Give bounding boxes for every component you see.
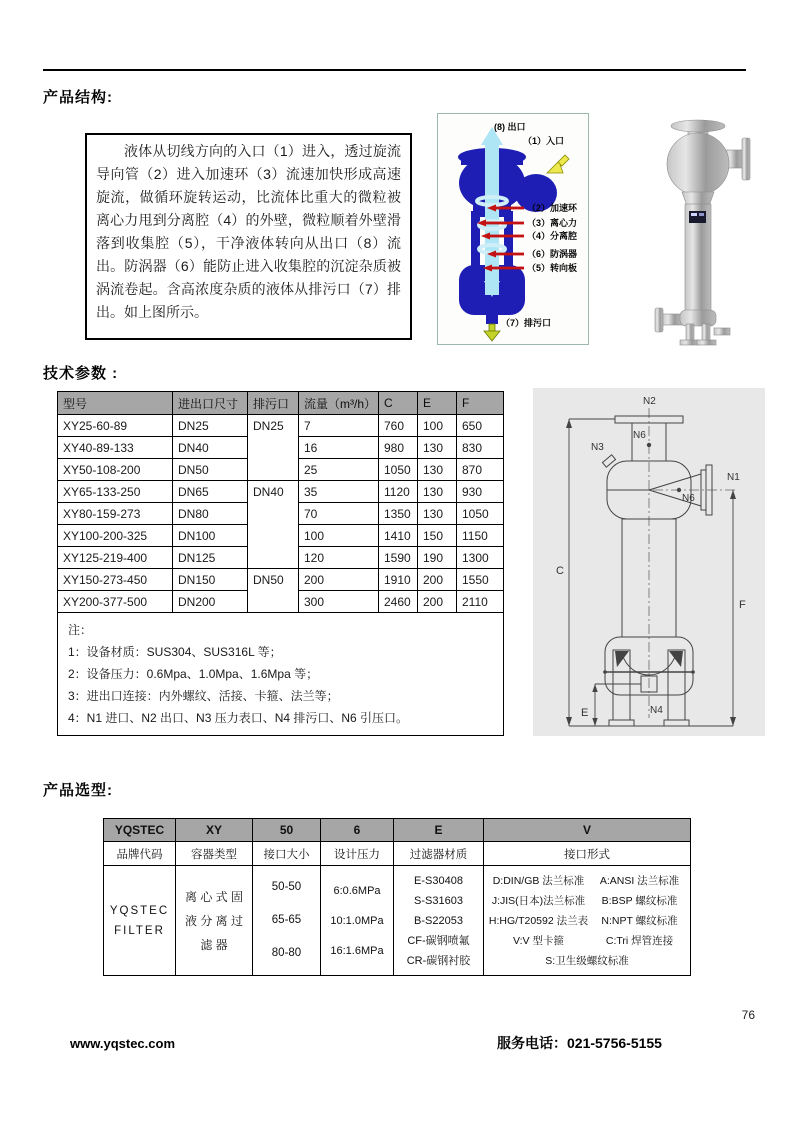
cell: DN25: [248, 415, 299, 481]
table-notes-row: [58, 613, 504, 736]
cell: DN25: [173, 415, 248, 437]
material-option: CR-碳钢衬胶: [406, 954, 471, 967]
structure-description-text: 液体从切线方向的入口（1）进入，透过旋流导向管（2）进入加速环（3）流速加快形成高速旋流，做循环旋转运动，比流体比重大的微粒被离心力甩到分离腔（4）的外壁，微粒顺着外壁滑落到收集腔（5），干净液体转向从出口（8）流出。防涡器（6）能防止进入收集腔的沉淀杂质被涡流卷起。含高浓度杂质的液体从排污口（7）排出。如上图所示。: [96, 143, 401, 320]
cell: XY40-89-133: [58, 437, 173, 459]
cell: E: [394, 819, 484, 842]
cell: 过滤器材质: [394, 842, 484, 866]
cell: XY25-60-89: [58, 415, 173, 437]
pressure-cell: [321, 866, 394, 976]
cell: 190: [418, 547, 457, 569]
cell: 1050: [379, 459, 418, 481]
size-cell: [253, 866, 321, 976]
tech-params-table: [57, 391, 504, 736]
cell: DN80: [173, 503, 248, 525]
cell: 1050: [457, 503, 504, 525]
nameplate: [689, 211, 706, 223]
diagram-label-chamber: （4）分离腔: [527, 231, 578, 241]
cell: 设计压力: [321, 842, 394, 866]
cell: 50: [253, 819, 321, 842]
cell: 200: [418, 569, 457, 591]
pressure-option: 10:1.0MPa: [330, 914, 384, 927]
cell: 130: [418, 437, 457, 459]
cell: 1350: [379, 503, 418, 525]
cell: 2460: [379, 591, 418, 613]
cell: 品牌代码: [104, 842, 176, 866]
cell: 870: [457, 459, 504, 481]
table-row: [58, 481, 504, 503]
diagram-label-inlet: （1）入口: [523, 136, 565, 146]
brand-cell: [104, 866, 176, 976]
drawing-label-c: C: [556, 565, 564, 577]
cell: 6: [321, 819, 394, 842]
cell: 1590: [379, 547, 418, 569]
drawing-label-n6-mid: N6: [682, 493, 695, 504]
cell: 130: [418, 503, 457, 525]
cell: 1550: [457, 569, 504, 591]
drawing-label-f: F: [739, 599, 746, 611]
connection-option: N:NPT 螺纹标准: [601, 914, 678, 927]
connection-option: B:BSP 螺纹标准: [601, 894, 678, 907]
diagram-label-centrifugal: （3）离心力: [527, 218, 578, 228]
diagram-label-ring: （2）加速环: [527, 203, 578, 213]
material-option: CF-碳钢喷氟: [407, 934, 470, 947]
cell: 150: [418, 525, 457, 547]
connection-option: A:ANSI 法兰标准: [599, 874, 680, 887]
selection-label-row: [104, 842, 691, 866]
cell: XY200-377-500: [58, 591, 173, 613]
cell: 200: [418, 591, 457, 613]
cell: 16: [299, 437, 379, 459]
connection-option: C:Tri 焊管连接: [605, 934, 674, 947]
cell: 25: [299, 459, 379, 481]
drawing-label-e: E: [581, 707, 589, 719]
cell: 130: [418, 459, 457, 481]
note-line: 4：N1 进口、N2 出口、N3 压力表口、N4 排污口、N6 引压口。: [68, 711, 409, 725]
cell: 1300: [457, 547, 504, 569]
cell: 300: [299, 591, 379, 613]
cell: XY80-159-273: [58, 503, 173, 525]
connection-cell: [484, 866, 691, 976]
footer-phone: 服务电话：021-5756-5155: [497, 1035, 662, 1051]
page-number: 76: [741, 1008, 755, 1022]
drawing-label-n6-top: N6: [633, 430, 646, 441]
table-header-row: [58, 392, 504, 415]
type-cell: [176, 866, 253, 976]
diagram-label-drain: （7）排污口: [501, 318, 552, 328]
drawing-label-n2: N2: [643, 396, 656, 407]
col-header: 排污口: [248, 392, 299, 415]
note-line: 1：设备材质：SUS304、SUS316L 等；: [68, 645, 282, 659]
cell: 1410: [379, 525, 418, 547]
cell: XY100-200-325: [58, 525, 173, 547]
cell: 100: [299, 525, 379, 547]
cell: XY65-133-250: [58, 481, 173, 503]
material-cell: [394, 866, 484, 976]
drawing-label-n1: N1: [727, 472, 740, 483]
cell: DN40: [248, 481, 299, 569]
cell: DN50: [248, 569, 299, 613]
cell: 980: [379, 437, 418, 459]
header-rule: [43, 69, 746, 71]
connection-option: D:DIN/GB 法兰标准: [492, 874, 585, 887]
brand-line: YQSTEC: [109, 904, 170, 917]
cell: YQSTEC: [104, 819, 176, 842]
cell: XY150-273-450: [58, 569, 173, 591]
selection-body-row: [104, 866, 691, 976]
connection-option: J:JIS(日本)法兰标准: [491, 894, 586, 907]
pressure-option: 16:1.6MPa: [330, 944, 384, 957]
connection-option: H:HG/T20592 法兰表: [488, 914, 589, 927]
cell: XY50-108-200: [58, 459, 173, 481]
col-header: C: [379, 392, 418, 415]
cell: 接口形式: [484, 842, 691, 866]
drawing-label-n4: N4: [650, 705, 663, 716]
cell: 7: [299, 415, 379, 437]
cell: DN200: [173, 591, 248, 613]
cell: 1150: [457, 525, 504, 547]
col-header: 进出口尺寸: [173, 392, 248, 415]
cell: DN150: [173, 569, 248, 591]
material-option: B-S22053: [414, 914, 463, 927]
notes-cell: [58, 613, 504, 736]
cell: DN40: [173, 437, 248, 459]
cell: 70: [299, 503, 379, 525]
col-header: F: [457, 392, 504, 415]
connection-options: [486, 871, 688, 951]
connection-option: V:V 型卡箍: [513, 934, 564, 947]
cell: XY125-219-400: [58, 547, 173, 569]
cell: 2110: [457, 591, 504, 613]
structure-cutaway-diagram: [437, 113, 589, 345]
cell: 容器类型: [176, 842, 253, 866]
size-option: 80-80: [271, 947, 302, 959]
material-option: E-S30408: [414, 874, 463, 887]
structure-description-box: [85, 133, 412, 340]
dimension-drawing: [533, 388, 765, 736]
cell: DN125: [173, 547, 248, 569]
cell: 1120: [379, 481, 418, 503]
cell: 830: [457, 437, 504, 459]
section-heading-structure: 产品结构:: [43, 89, 113, 106]
material-option: S-S31603: [414, 894, 463, 907]
cell: DN50: [173, 459, 248, 481]
note-line: 注：: [68, 623, 93, 637]
table-row: [58, 415, 504, 437]
note-line: 2：设备压力：0.6Mpa、1.0Mpa、1.6Mpa 等；: [68, 667, 319, 681]
brand-line: FILTER: [114, 924, 165, 937]
type-line: 液 分 离 过: [184, 913, 243, 928]
cell: DN65: [173, 481, 248, 503]
product-photo: [636, 112, 763, 347]
cell: 1910: [379, 569, 418, 591]
cell: 200: [299, 569, 379, 591]
cell: V: [484, 819, 691, 842]
size-option: 50-50: [271, 881, 302, 893]
cell: 650: [457, 415, 504, 437]
size-option: 65-65: [271, 914, 302, 926]
connection-option: S:卫生级螺纹标准: [545, 954, 629, 967]
table-row: [58, 569, 504, 591]
cell: 930: [457, 481, 504, 503]
cell: 35: [299, 481, 379, 503]
cell: XY: [176, 819, 253, 842]
col-header: 流量（m³/h）: [299, 392, 379, 415]
note-line: 3：进出口连接：内外螺纹、活接、卡箍、法兰等；: [68, 689, 339, 703]
cell: 100: [418, 415, 457, 437]
cell: 130: [418, 481, 457, 503]
vessel-photo-shapes: [655, 120, 750, 345]
pressure-option: 6:0.6MPa: [333, 884, 381, 897]
footer-website: www.yqstec.com: [70, 1036, 175, 1051]
selection-code-row: [104, 819, 691, 842]
type-line: 离 心 式 固: [184, 889, 243, 904]
cell: DN100: [173, 525, 248, 547]
section-heading-selection: 产品选型:: [43, 782, 113, 799]
cell: 760: [379, 415, 418, 437]
col-header: E: [418, 392, 457, 415]
drawing-label-n3: N3: [591, 442, 604, 453]
diagram-label-deflector: （5）转向板: [527, 263, 578, 273]
diagram-label-outlet: (8) 出口: [494, 122, 526, 132]
type-line: 滤 器: [200, 937, 228, 952]
diagram-label-antivortex: （6）防涡器: [527, 249, 578, 259]
cell: 接口大小: [253, 842, 321, 866]
cell: 120: [299, 547, 379, 569]
selection-table: [103, 818, 691, 976]
col-header: 型号: [58, 392, 173, 415]
section-heading-params: 技术参数 :: [43, 365, 119, 382]
